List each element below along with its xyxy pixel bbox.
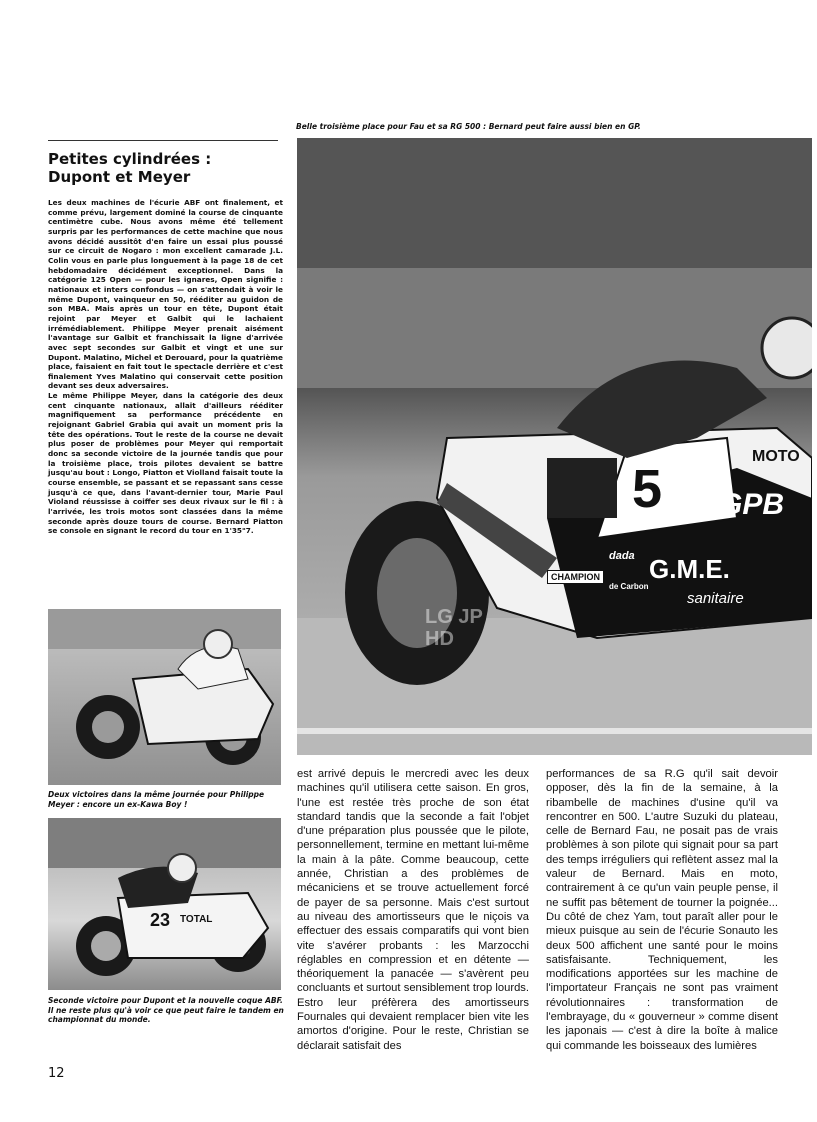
page-number: 12: [48, 1066, 65, 1081]
motorcycle-illustration: [297, 138, 812, 755]
section-rule: [48, 140, 278, 141]
article-column-1: [48, 198, 283, 536]
main-photo-caption: Belle troisième place pour Fau et sa RG 500 : Bernard peut faire aussi bien en GP.: [296, 122, 641, 131]
article-column-2: est arrivé depuis le mercredi avec les deux machines qu'il utilisera cette saison. En gros, l'une est restée très proche de son état standard tandis que la seconde a fait l'objet d'une préparation plus poussée que le pilote, personnellement, termine en mettant lui-même la main à la pâte. Comme beaucoup, cette année, Christian a des problèmes de mécaniciens et se trouve actuellement forcé de payer de sa personne. Mais c'est surtout au niveau des amortisseurs que le niçois va effectuer des essais comparatifs qui vont bien vite s'avérer probants : les Marzocchi réglables en compression et en détente — théoriquement la panacée — s'avèrent peu concluants et surtout sensiblement trop lourds. Estro leur préfèrera des amortisseurs Fournales qui devaient remplacer bien vite les amortos d'origine. Pour le reste, Christian se déclarait satisfait des: [297, 768, 529, 1052]
article-paragraph: Le même Philippe Meyer, dans la catégorie des deux cent cinquante nationaux, allait d'ailleurs rééditer magnifiquement sa performance précédente en rejoignant Gabriel Grabia qui avait un moment pris la tête des opérations. Tout le reste de la course ne devait plus poser de problèmes pour Meyer qui remportait donc sa seconde victoire de la journée tandis que pour la troisième place, trois pilotes devaient se battre jusqu'au bout : Longo, Piatton et Violland faisait toute la course ensemble, se passant et se repassant sans cesse jusqu'à ce que, dans l'avant-dernier tour, Marie Paul Violand réussisse à coiffer ses deux rivaux sur le fil : à l'arrivée, les trois motos sont classées dans la même seconde après douze tours de course. Bernard Piatton se console en signant le record du tour en 1'35"7.: [48, 391, 283, 536]
sponsor-label: de Carbon: [609, 582, 649, 591]
sponsor-label: sanitaire: [687, 590, 744, 607]
dupont-race-photo: [48, 818, 281, 990]
article-paragraph: Les deux machines de l'écurie ABF ont finalement, et comme prévu, largement dominé la course de cinquante centimètre cube. Nous avons même été tellement surpris par les performances de cette machine que nous avons décidé aussitôt d'en faire un essai plus poussé sur ce circuit de Nogaro : mon excellent camarade J.L. Colin vous en parle plus longuement à la page 18 de cet hebdomadaire décidément exceptionnel. Dans la catégorie 125 Open — pour les ignares, Open signifie : nationaux et inters confondus — on s'attendait à voir le même Dupont, vainqueur en 50, rééditer au guidon de son MBA. Mais après un tour en tête, Dupont était rejoint par Meyer et Galbit qui le lachaient irrémédiablement. Philippe Meyer prenait aisément l'avantage sur Galbit et franchissait la ligne d'arrivée avec sept secondes sur Galbit et vingt et une sur Dupont. Malatino, Michel et Derouard, pour la quatrième place, faisaient en fait tout le spectacle derrière et c'est finalement Yves Malatino qui conservait cette position devant ses deux adversaires.: [48, 198, 283, 391]
motorcycle-illustration: [48, 818, 281, 990]
race-number: 5: [632, 459, 663, 519]
sponsor-label: CHAMPION: [547, 570, 604, 584]
sponsor-label: TOTAL: [180, 914, 213, 925]
meyer-race-photo: [48, 609, 281, 785]
motorcycle-illustration: [48, 609, 281, 785]
sponsor-label: G.M.E.: [649, 554, 730, 584]
main-race-photo: [297, 138, 812, 755]
sponsor-label: MOTO: [752, 448, 800, 465]
article-title: Petites cylindrées : Dupont et Meyer: [48, 150, 212, 186]
article-column-3: performances de sa R.G qu'il sait devoir opposer, dès la fin de la semaine, à la ribambelle de machines d'usine qu'il va rencontrer en 500. L'autre Suzuki du plateau, celle de Bernard Fau, ne posait pas de vrais problèmes à son pilote qui signait pour sa part des temps irréguliers qui reflètent assez mal la valeur de Bernard. Mais en moto, contrairement à ce qu'un vain peuple pense, il ne suffit pas bêtement de tourner la poignée... Du côté de chez Yam, tout paraît aller pour le mieux puisque au sein de l'écurie Sonauto les deux 500 affichent une santé pour le moins satisfaisante. Techniquement, les modifications apportées sur les machine de l'importateur Français ne sont pas vraiment révolutionnaires : transformation de l'embrayage, du « gouverneur » comme disent les japonais — c'est à dire la boîte à malice qui commande les boisseaux des lumières: [546, 768, 778, 1052]
sponsor-label: GPB: [719, 488, 785, 521]
dupont-photo-caption: Seconde victoire pour Dupont et la nouvelle coque ABF. Il ne reste plus qu'à voir ce que peut faire le tandem en championnat du monde.: [48, 996, 284, 1024]
race-number: 23: [150, 910, 171, 930]
sponsor-label: dada: [609, 550, 635, 562]
watermark-logo: LG JP HD: [425, 606, 483, 650]
meyer-photo-caption: Deux victoires dans la même journée pour Philippe Meyer : encore un ex-Kawa Boy !: [48, 790, 265, 809]
